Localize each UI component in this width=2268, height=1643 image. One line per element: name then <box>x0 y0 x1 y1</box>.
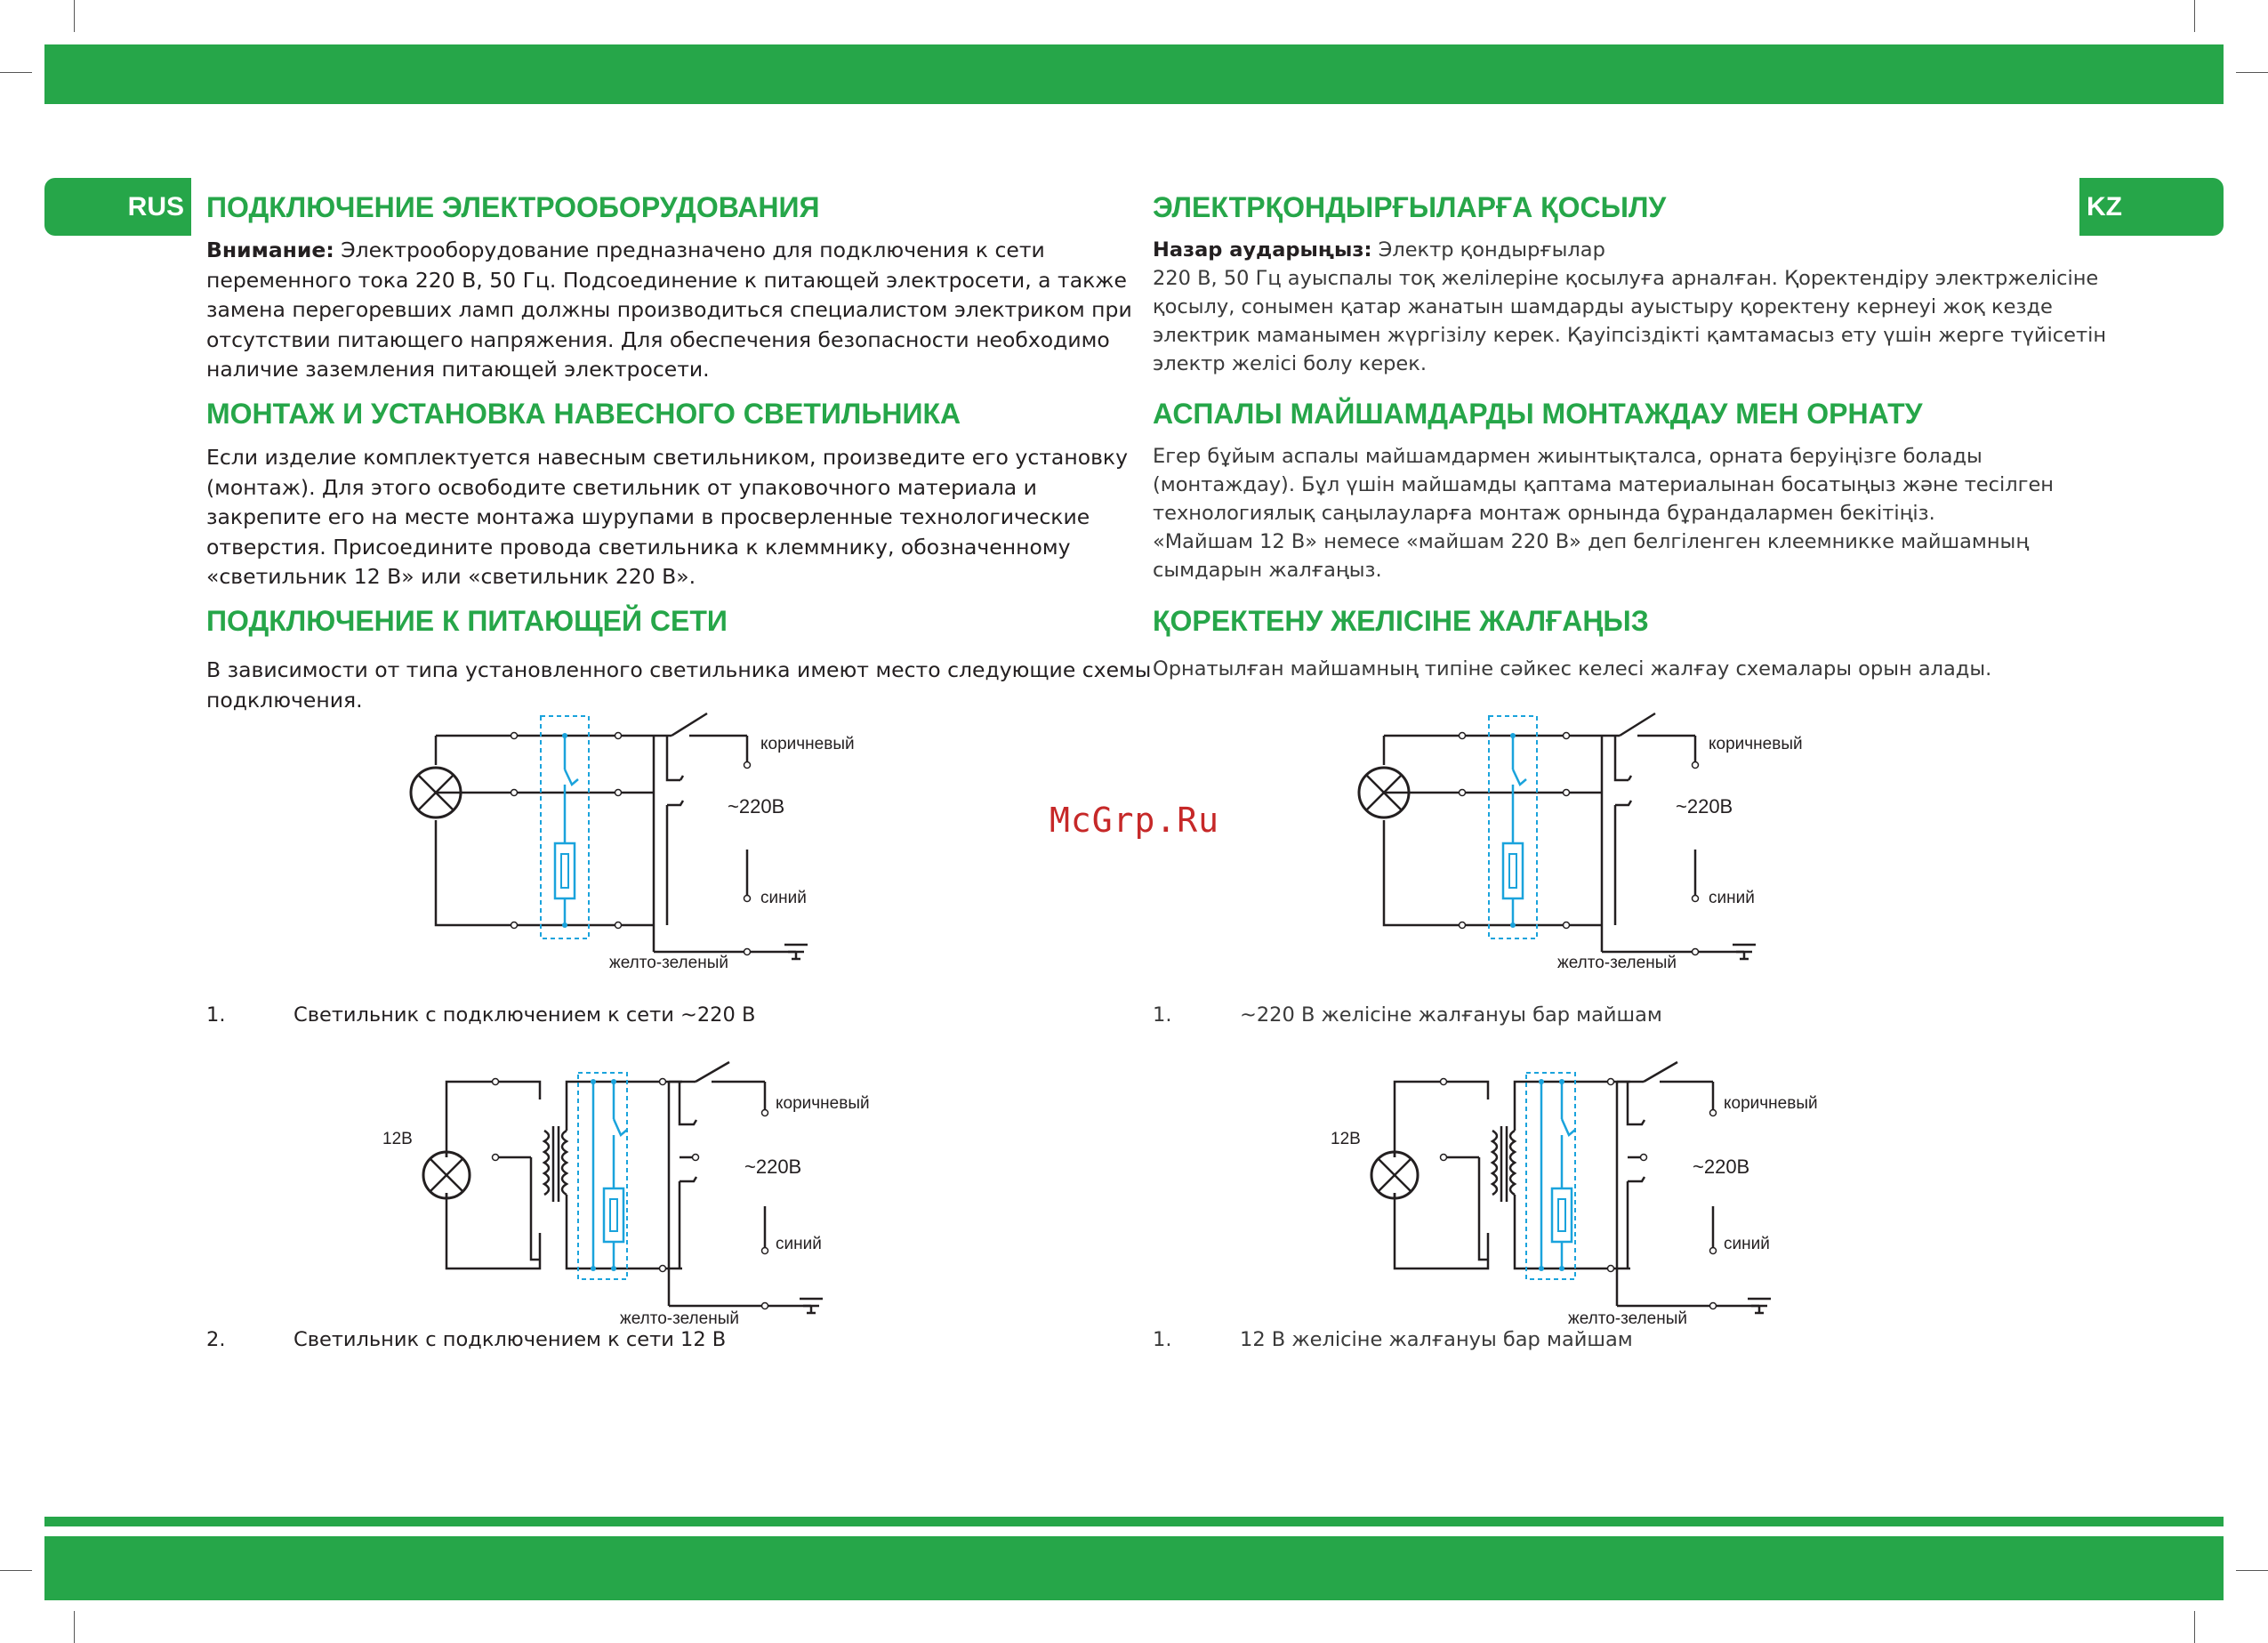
watermark: McGrp.Ru <box>1050 801 1220 840</box>
rus-figure-1-number: 1. <box>206 1003 226 1027</box>
rus-figure-1-caption <box>206 1003 755 1027</box>
rus-figure-2-text: Светильник с подключением к сети 12 В <box>294 1328 727 1351</box>
rus-paragraph-power-network: В зависимости от типа установленного светильника имеют место следующие схемы подключения. <box>206 657 1152 713</box>
label-brown-wire: коричневый <box>1724 1094 1818 1113</box>
kz-heading-electrical-connection: ЭЛЕКТРҚОНДЫРҒЫЛАРҒА ҚОСЫЛУ <box>1153 191 1667 223</box>
rus-heading-mounting: МОНТАЖ И УСТАНОВКА НАВЕСНОГО СВЕТИЛЬНИКА <box>206 398 961 430</box>
label-blue-wire: синий <box>1709 889 1755 907</box>
kz-wiring-diagram-220v <box>1331 712 1882 970</box>
label-220v: ~220В <box>728 795 785 817</box>
rus-paragraph-mounting: Если изделие комплектуется навесным светильником, произведите его установку (монтаж). Для этого освободите светильник от упаковочного материала и закрепите его на месте монтажа шурупами в просверленные технологические отверстия. Присоедините провода светильника к клеммнику, обозначенному «светильник 12 В» или «светильник 220 В». <box>206 445 1129 590</box>
crop-mark <box>2236 1570 2268 1571</box>
kz-figure-1-number: 1. <box>1153 1003 1172 1027</box>
kz-paragraph-mounting: Егер бұйым аспалы майшамдармен жиынтықталса, орната беруіңізге болады (монтаждау). Бұл үшін майшамды қаптама материалынан босатыңыз және тесілген технологиялық саңылауларға монтаж орнында бұрандалармен бекітіңіз. «Майшам 12 В» немесе «майшам 220 В» деп белгіленген клеемникке майшамның сымдарын жалғаңыз. <box>1153 445 2055 582</box>
bottom-green-thin-bar <box>44 1517 2224 1526</box>
rus-heading-power-network: ПОДКЛЮЧЕНИЕ К ПИТАЮЩЕЙ СЕТИ <box>206 605 728 637</box>
label-brown-wire: коричневый <box>776 1094 870 1113</box>
kz-figure-2-text: 12 В желісіне жалғануы бар майшам <box>1240 1328 1633 1351</box>
label-12v: 12В <box>1331 1130 1361 1148</box>
crop-mark <box>74 0 75 32</box>
crop-mark <box>2236 72 2268 73</box>
top-green-bar <box>44 44 2224 104</box>
label-yellow-green-wire: желто-зеленый <box>609 954 728 972</box>
label-blue-wire: синий <box>776 1235 822 1253</box>
rus-wiring-diagram-12v <box>382 1073 962 1331</box>
label-220v: ~220В <box>1676 795 1733 817</box>
kz-figure-1-caption <box>1153 1003 1662 1027</box>
rus-warning-lead: Внимание: <box>206 238 334 262</box>
label-brown-wire: коричневый <box>760 735 855 753</box>
language-tab-rus: RUS <box>44 178 191 236</box>
crop-mark <box>0 72 32 73</box>
kz-figure-2-caption <box>1153 1328 1633 1351</box>
rus-warning-body: Электрооборудование предназначено для подключения к сети переменного тока 220 В, 50 Гц. Подсоединение к питающей электросети, а также замена перегоревших ламп должны производиться специалистом электриком при отсутствии питающего напряжения. Для обеспечения безопасности необходимо наличие заземления питающей электросети. <box>206 238 1132 383</box>
label-yellow-green-wire: желто-зеленый <box>1557 954 1677 972</box>
kz-warning-body: Электр қондырғылар 220 В, 50 Гц ауыспалы тоқ желілеріне қосылуға арналған. Қоректендіру электржелісіне қосылу, сонымен қатар жанатын шамдарды ауыстыру қоректену кернеуі жоқ кезде электрик маманымен жүргізілу керек. Қауіпсіздікті қамтамасыз ету үшін жерге түйісетін электр желісі болу керек. <box>1153 238 2107 375</box>
crop-mark <box>2194 1611 2195 1643</box>
rus-heading-electrical-connection: ПОДКЛЮЧЕНИЕ ЭЛЕКТРООБОРУДОВАНИЯ <box>206 191 820 223</box>
label-220v: ~220В <box>744 1156 802 1178</box>
kz-figure-1-text: ~220 В желісіне жалғануы бар майшам <box>1240 1003 1662 1027</box>
rus-wiring-diagram-220v <box>382 712 934 970</box>
label-yellow-green-wire: желто-зеленый <box>1568 1309 1687 1328</box>
kz-figure-2-number: 1. <box>1153 1328 1172 1351</box>
rus-figure-2-caption <box>206 1328 726 1351</box>
rus-paragraph-warning <box>206 236 1132 385</box>
kz-warning-lead: Назар аударыңыз: <box>1153 238 1372 262</box>
rus-figure-1-text: Светильник с подключением к сети ~220 В <box>294 1003 756 1027</box>
crop-mark <box>2194 0 2195 32</box>
crop-mark <box>0 1570 32 1571</box>
kz-heading-power-network: ҚОРЕКТЕНУ ЖЕЛІСІНЕ ЖАЛҒАҢЫЗ <box>1153 605 1649 637</box>
label-blue-wire: синий <box>760 889 807 907</box>
label-220v: ~220В <box>1693 1156 1750 1178</box>
kz-wiring-diagram-12v <box>1331 1073 1910 1331</box>
label-brown-wire: коричневый <box>1709 735 1803 753</box>
rus-figure-2-number: 2. <box>206 1328 226 1351</box>
language-tab-kz: KZ <box>2079 178 2224 236</box>
bottom-green-bar <box>44 1536 2224 1600</box>
label-12v: 12В <box>382 1130 413 1148</box>
kz-heading-mounting: АСПАЛЫ МАЙШАМДАРДЫ МОНТАЖДАУ МЕН ОРНАТУ <box>1153 398 1923 430</box>
label-yellow-green-wire: желто-зеленый <box>620 1309 739 1328</box>
label-blue-wire: синий <box>1724 1235 1770 1253</box>
kz-paragraph-power-network: Орнатылған майшамның типіне сәйкес келесі жалғау схемалары орын алады. <box>1153 657 1992 681</box>
crop-mark <box>74 1611 75 1643</box>
kz-paragraph-warning <box>1153 236 2106 378</box>
